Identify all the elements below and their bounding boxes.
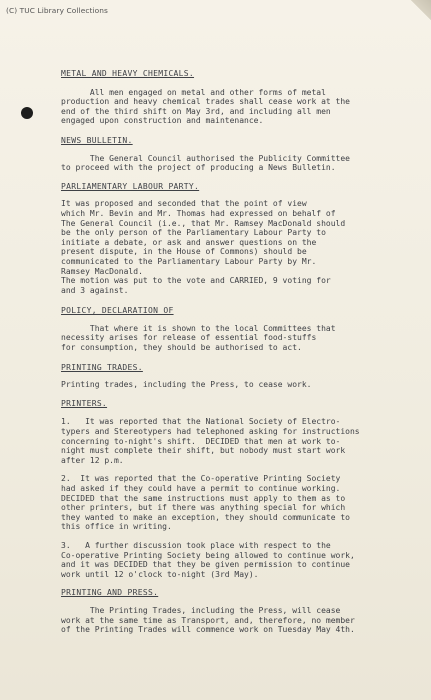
- section-heading: PRINTERS.: [61, 398, 108, 408]
- collection-watermark: (C) TUC Library Collections: [6, 6, 109, 15]
- section-heading: PRINTING TRADES.: [61, 362, 143, 372]
- section-text: That where it is shown to the local Committees that necessity arises for release of essential food-stuffs for consumption, they should be authorised to act.: [61, 323, 336, 353]
- section-text: The General Council authorised the Publicity Committee to proceed with the project of producing a News Bulletin.: [61, 153, 350, 173]
- printers-item-2: 2. It was reported that the Co-operative Printing Society had asked if they could have a permit to continue working. DECIDED that the same instructions must apply to them as to other printers, but if there was anything special for which they wanted to make an exception, they should communicate to this office in writing.: [61, 474, 350, 532]
- section-text: All men engaged on metal and other forms of metal production and heavy chemical trades shall cease work at the end of the third shift on May 3rd, and including all men engaged upon construction and maintenance.: [61, 87, 350, 126]
- punch-hole: [21, 107, 33, 119]
- printers-item-1: 1. It was reported that the National Society of Electro- typers and Stereotypers had telephoned asking for instructions concerning to-night's shift. DECIDED that men at work to- night must complete their shift, but nobody must start work after 12 p.m.: [61, 417, 360, 465]
- section-heading: METAL AND HEAVY CHEMICALS.: [61, 69, 195, 78]
- section-heading: POLICY, DECLARATION OF: [61, 306, 174, 316]
- section-text: Printing trades, including the Press, to cease work.: [61, 380, 312, 390]
- section-policy: [61, 306, 391, 352]
- section-text: It was proposed and seconded that the point of view which Mr. Bevin and Mr. Thomas had expressed on behalf of The General Council (i.e., that Mr. Ramsey MacDonald should be the only person of the Parliamentary Labour Party to initiate a debate, or ask and answer questions on the present dispute, in the House of Commons) should be communicated to the Parliamentary Labour Party by Mr. Ramsey MacDonald. The motion was put to the vote and CARRIED, 9 voting for and 3 against.: [61, 199, 346, 295]
- section-heading: PRINTING AND PRESS.: [61, 588, 159, 598]
- section-news: [61, 136, 391, 173]
- section-printers: [61, 399, 391, 580]
- document-body: [61, 69, 391, 635]
- section-printing-trades: [61, 363, 391, 390]
- section-metal: [61, 69, 391, 126]
- section-parliamentary: [61, 182, 391, 296]
- section-text: The Printing Trades, including the Press, will cease work at the same time as Transport, and, therefore, no member of the Printing Trades will commence work on Tuesday May 4th.: [61, 605, 355, 635]
- page-corner: [411, 0, 431, 20]
- section-heading: NEWS BULLETIN.: [61, 135, 133, 145]
- section-heading: PARLIAMENTARY LABOUR PARTY.: [61, 181, 200, 191]
- section-printing-press: [61, 588, 391, 634]
- printers-item-3: 3. A further discussion took place with respect to the Co-operative Printing Society being allowed to continue work, and it was DECIDED that they be given permission to continue work until 12 o'clock to-night (3rd May).: [61, 540, 355, 579]
